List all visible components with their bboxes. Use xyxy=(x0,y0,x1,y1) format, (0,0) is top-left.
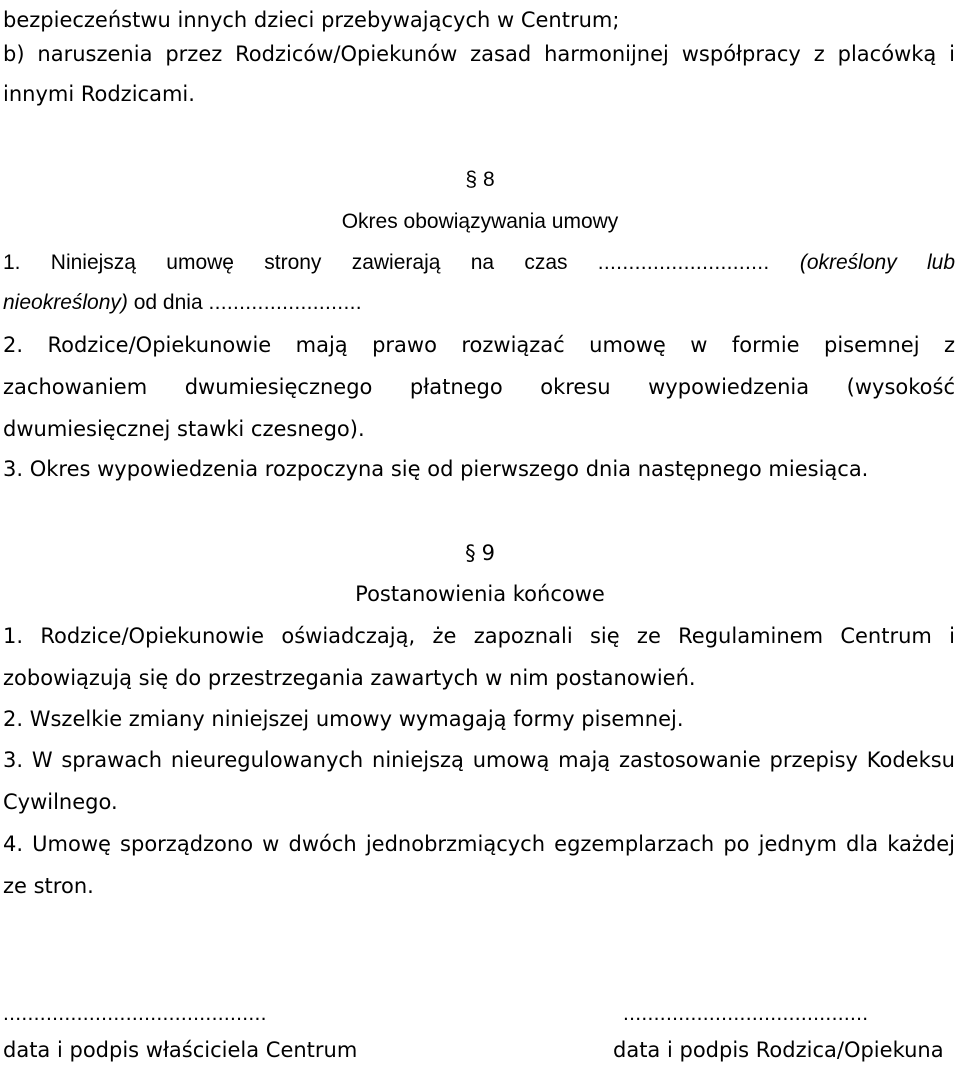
text-line: 2. Rodzice/Opiekunowie mają prawo rozwiązać umowę w formie pisemnej z xyxy=(3,333,955,357)
section-number: 9 xyxy=(481,541,495,565)
section-symbol: § xyxy=(465,168,477,191)
section-9-heading xyxy=(0,538,960,568)
item-text-italic: (określony lub xyxy=(769,251,955,274)
text-line: zobowiązują się do przestrzegania zawartych w nim postanowień. xyxy=(3,666,696,690)
item-text-italic: nieokreślony) xyxy=(3,291,128,314)
signature-label-parent: data i podpis Rodzica/Opiekuna xyxy=(613,1038,944,1062)
text-line: 3. W sprawach nieuregulowanych niniejszą umową mają zastosowanie przepisy Kodeksu xyxy=(3,748,955,772)
blank-field-dots: ......................... xyxy=(208,291,362,314)
text-line: 3. Okres wypowiedzenia rozpoczyna się od pierwszego dnia następnego miesiąca. xyxy=(3,457,869,481)
text-line: innymi Rodzicami. xyxy=(3,82,195,106)
text-line: zachowaniem dwumiesięcznego płatnego okresu wypowiedzenia (wysokość xyxy=(3,375,955,399)
section-8-heading xyxy=(0,165,960,195)
text-line: ze stron. xyxy=(3,874,94,898)
signature-line-parent: ........................................ xyxy=(623,1002,869,1025)
text-line: 2. Wszelkie zmiany niniejszej umowy wymagają formy pisemnej. xyxy=(3,707,684,731)
text-line: 4. Umowę sporządzono w dwóch jednobrzmiących egzemplarzach po jednym dla każdej xyxy=(3,832,955,856)
section-symbol: § xyxy=(465,541,476,565)
text-line: Cywilnego. xyxy=(3,790,118,814)
text-line: b) naruszenia przez Rodziców/Opiekunów zasad harmonijnej współpracy z placówką i xyxy=(3,42,955,66)
text-line: bezpieczeństwu innych dzieci przebywających w Centrum; xyxy=(3,8,620,32)
blank-field-dots: ............................ xyxy=(597,251,770,274)
signature-line-owner: ........................................... xyxy=(3,1002,267,1025)
section-9-title: Postanowienia końcowe xyxy=(355,582,605,606)
item-text: 1. Niniejszą umowę strony zawierają na czas xyxy=(3,251,598,274)
section-number: 8 xyxy=(483,168,495,191)
item-text: od dnia xyxy=(127,291,209,314)
section-8-item-1-line-1 xyxy=(3,248,955,278)
signature-label-owner: data i podpis właściciela Centrum xyxy=(3,1038,358,1062)
text-line: 1. Rodzice/Opiekunowie oświadczają, że zapoznali się ze Regulaminem Centrum i xyxy=(3,624,955,648)
section-8-title: Okres obowiązywania umowy xyxy=(341,210,619,233)
section-8-item-1-line-2 xyxy=(3,288,955,318)
text-line: dwumiesięcznej stawki czesnego). xyxy=(3,417,365,441)
